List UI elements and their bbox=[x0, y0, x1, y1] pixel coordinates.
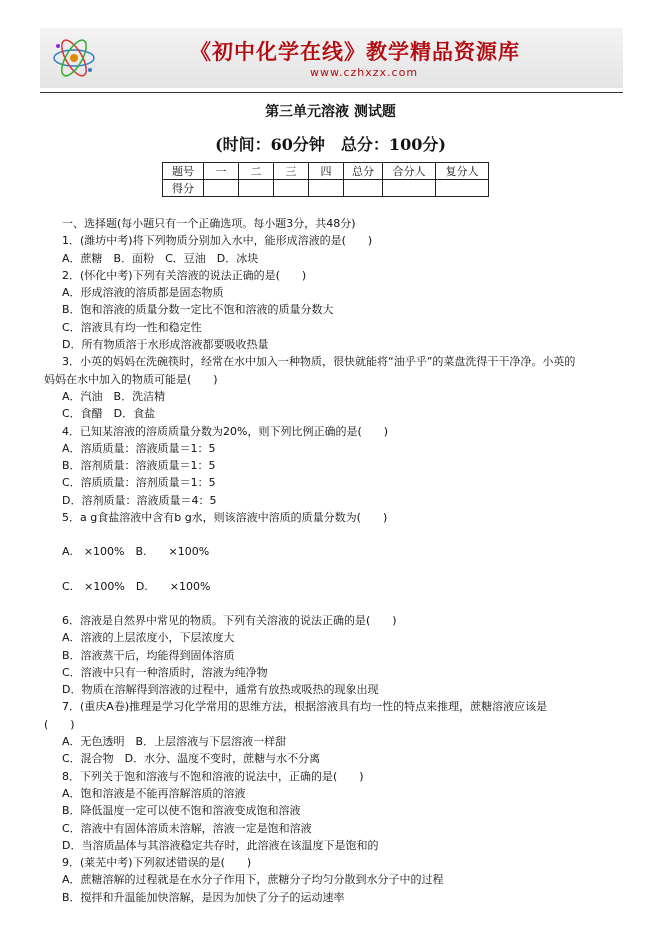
question-3-options-ab: A．汽油 B．洗洁精 bbox=[62, 389, 166, 403]
question-5-options-cd: C. ×100% D. ×100% bbox=[62, 579, 211, 593]
question-7-continuation: ( ) bbox=[44, 717, 75, 731]
question-2: 2．(怀化中考)下列有关溶液的说法正确的是( ) bbox=[62, 268, 307, 282]
question-6-option-c: C．溶液中只有一种溶质时，溶液为纯净物 bbox=[62, 665, 268, 679]
question-4-option-d: D．溶剂质量：溶液质量＝4：5 bbox=[62, 493, 217, 507]
score-cell: 合分人 bbox=[383, 163, 436, 180]
section-heading: 一、选择题(每小题只有一个正确选项。每小题3分，共48分) bbox=[62, 217, 356, 230]
question-4: 4．已知某溶液的溶质质量分数为20%，则下列比例正确的是( ) bbox=[62, 424, 389, 438]
question-8-option-c: C．溶液中有固体溶质未溶解，溶液一定是饱和溶液 bbox=[62, 821, 312, 835]
question-3: 3．小英的妈妈在洗碗筷时，经常在水中加入一种物质，很快就能将“油乎乎”的菜盘洗得干干净净。小英的 bbox=[62, 355, 576, 369]
score-cell: 题号 bbox=[163, 163, 204, 180]
score-cell[interactable] bbox=[239, 180, 274, 197]
question-1: 1．(潍坊中考)将下列物质分别加入水中，能形成溶液的是( ) bbox=[62, 234, 373, 248]
question-2-option-a: A．形成溶液的溶质都是固态物质 bbox=[62, 286, 224, 300]
question-8: 8．下列关于饱和溶液与不饱和溶液的说法中，正确的是( ) bbox=[62, 769, 364, 783]
page-subtitle: (时间：60分钟 总分：100分) bbox=[215, 135, 446, 154]
score-cell[interactable] bbox=[309, 180, 344, 197]
question-8-option-a: A．饱和溶液是不能再溶解溶质的溶液 bbox=[62, 786, 246, 800]
brand-url: www.czhxzx.com bbox=[310, 66, 419, 79]
score-cell: 三 bbox=[274, 163, 309, 180]
question-3-continuation: 妈妈在水中加入的物质可能是( ) bbox=[44, 372, 218, 386]
score-cell[interactable] bbox=[383, 180, 436, 197]
score-cell: 总分 bbox=[344, 163, 383, 180]
question-8-option-b: B．降低温度一定可以使不饱和溶液变成饱和溶液 bbox=[62, 804, 301, 818]
question-3-options-cd: C．食醋 D．食盐 bbox=[62, 407, 156, 421]
question-2-option-c: C．溶液具有均一性和稳定性 bbox=[62, 320, 202, 334]
question-9-option-b: B．搅拌和升温能加快溶解，是因为加快了分子的运动速率 bbox=[62, 890, 345, 904]
formula-gap bbox=[44, 595, 624, 612]
question-7-options-cd: C．混合物 D．水分、温度不变时，蔗糖与水不分离 bbox=[62, 752, 321, 766]
question-7: 7．(重庆A卷)推理是学习化学常用的思维方法，根据溶液具有均一性的特点来推理，蔗糖溶液应该是 bbox=[62, 700, 548, 714]
question-5: 5．a g食盐溶液中含有b g水，则该溶液中溶质的质量分数为( ) bbox=[62, 511, 388, 525]
question-8-option-d: D．当溶质晶体与其溶液稳定共存时，此溶液在该温度下是饱和的 bbox=[62, 838, 379, 852]
page-title: 第三单元溶液 测试题 bbox=[265, 104, 396, 120]
brand-title: 《初中化学在线》教学精品资源库 bbox=[190, 40, 520, 64]
score-cell: 二 bbox=[239, 163, 274, 180]
question-5-options-ab: A. ×100% B. ×100% bbox=[62, 545, 210, 559]
question-2-option-b: B．饱和溶液的质量分数一定比不饱和溶液的质量分数大 bbox=[62, 303, 334, 317]
score-cell[interactable] bbox=[204, 180, 239, 197]
score-cell: 得分 bbox=[163, 180, 204, 197]
atom-logo-icon bbox=[50, 34, 98, 82]
score-table-header-row bbox=[163, 163, 489, 180]
question-2-option-d: D．所有物质溶于水形成溶液都要吸收热量 bbox=[62, 338, 269, 352]
question-9: 9．(莱芜中考)下列叙述错误的是( ) bbox=[62, 856, 252, 870]
score-cell[interactable] bbox=[436, 180, 489, 197]
question-6-option-b: B．溶液蒸干后，均能得到固体溶质 bbox=[62, 648, 235, 662]
score-cell[interactable] bbox=[344, 180, 383, 197]
score-table bbox=[162, 162, 489, 197]
question-4-option-c: C．溶质质量：溶剂质量＝1：5 bbox=[62, 476, 216, 490]
question-4-option-a: A．溶质质量：溶液质量＝1：5 bbox=[62, 441, 216, 455]
score-cell: 复分人 bbox=[436, 163, 489, 180]
question-9-option-a: A．蔗糖溶解的过程就是在水分子作用下，蔗糖分子均匀分散到水分子中的过程 bbox=[62, 873, 444, 887]
score-cell[interactable] bbox=[274, 180, 309, 197]
question-6-option-a: A．溶液的上层浓度小，下层浓度大 bbox=[62, 631, 235, 645]
question-6-option-d: D．物质在溶解得到溶液的过程中，通常有放热或吸热的现象出现 bbox=[62, 683, 379, 697]
header-banner bbox=[40, 28, 623, 88]
question-6: 6．溶液是自然界中常见的物质。下列有关溶液的说法正确的是( ) bbox=[62, 613, 397, 627]
question-4-option-b: B．溶剂质量：溶液质量＝1：5 bbox=[62, 459, 216, 473]
question-7-options-ab: A．无色透明 B．上层溶液与下层溶液一样甜 bbox=[62, 735, 287, 749]
score-cell: 四 bbox=[309, 163, 344, 180]
score-cell: 一 bbox=[204, 163, 239, 180]
formula-gap bbox=[44, 526, 624, 543]
header-divider bbox=[40, 92, 623, 93]
score-table-score-row bbox=[163, 180, 489, 197]
formula-gap bbox=[44, 561, 624, 578]
question-1-options: A．蔗糖 B．面粉 C．豆油 D．冰块 bbox=[62, 251, 259, 265]
question-list bbox=[44, 215, 624, 906]
